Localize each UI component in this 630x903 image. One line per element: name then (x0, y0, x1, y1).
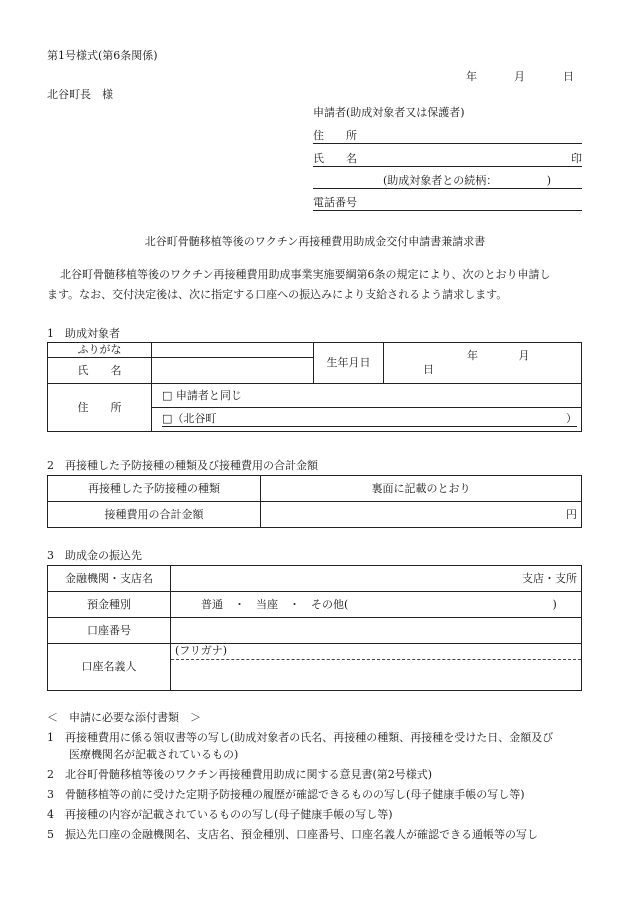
attachments-heading: ＜ 申請に必要な添付書類 ＞ (47, 711, 201, 724)
birth-label: 生年月日 (314, 343, 384, 384)
option-other-row[interactable] (152, 408, 582, 432)
applicant-label: 申請者(助成対象者又は保護者) (313, 106, 465, 119)
birth-field[interactable] (384, 343, 582, 384)
document-title: 北谷町骨髄移植等後のワクチン再接種費用助成金交付申請書兼請求書 (144, 235, 486, 248)
phone-line (313, 196, 582, 211)
applicant-address-line (313, 129, 582, 144)
option-same-row[interactable] (152, 384, 582, 408)
addressee: 北谷町長 様 (47, 88, 113, 101)
attachment-item: 医療機関名が記載されているもの) (47, 748, 239, 761)
option-same[interactable]: □ 申請者と同じ (162, 388, 242, 402)
account-holder-kana: (フリガナ) (175, 644, 228, 657)
name-field[interactable] (152, 358, 314, 384)
account-holder-label: 口座名義人 (48, 644, 171, 691)
date-day: 日 (563, 70, 574, 83)
bank-table (47, 565, 582, 691)
account-holder-kana-row[interactable] (171, 644, 581, 660)
subject-table (47, 342, 582, 432)
account-holder-field[interactable] (171, 644, 582, 691)
applicant-name-label: 氏 名 (313, 152, 357, 165)
furigana-label: ふりがな (48, 343, 152, 358)
total-cost-label: 接種費用の合計金額 (48, 502, 261, 528)
account-number-field[interactable] (171, 618, 582, 644)
body-line-1: 北谷町骨髄移植等後のワクチン再接種費用助成事業実施要綱第6条の規定により、次のとおり申請し (60, 268, 551, 281)
total-cost-unit: 円 (566, 507, 577, 521)
date-month: 月 (514, 70, 525, 83)
relation-text: (助成対象者との続柄： ) (383, 174, 552, 187)
applicant-address-label: 住 所 (313, 129, 357, 142)
bank-label: 金融機関・支店名 (48, 566, 171, 592)
account-type-field[interactable] (171, 592, 582, 618)
name-label: 氏 名 (48, 358, 152, 384)
option-other-close: ） (566, 412, 577, 425)
attachment-item: 1 再接種費用に係る領収書等の写し(助成対象者の氏名、再接種の種類、再接種を受けた日、金額及び (47, 731, 554, 744)
birth-day: 日 (423, 363, 434, 376)
attachment-item: 4 再接種の内容が記載されているものの写し(母子健康手帳の写し等) (47, 808, 393, 821)
vaccination-table (47, 475, 582, 528)
date-year: 年 (466, 70, 477, 83)
bank-suffix: 支店・支所 (522, 571, 577, 585)
birth-year: 年 (467, 349, 478, 363)
attachment-item: 5 振込先口座の金融機関名、支店名、預金種別、口座番号、口座名義人が確認できる通帳等の写し (47, 828, 538, 841)
account-type-label: 預金種別 (48, 592, 171, 618)
option-other[interactable]: □（北谷町 (162, 412, 217, 425)
account-type-options[interactable]: 普通 ・ 当座 ・ その他( (201, 597, 349, 611)
relation-line (313, 174, 582, 189)
attachment-item: 2 北谷町骨髄移植等後のワクチン再接種費用助成に関する意見書(第2号様式) (47, 768, 433, 781)
section1-heading: 1 助成対象者 (47, 327, 120, 340)
section3-heading: 3 助成金の振込先 (47, 549, 142, 562)
body-line-2: ます。なお、交付決定後は、次に指定する口座への振込みにより支給されるよう請求します。 (47, 288, 508, 301)
option-other-line (162, 412, 577, 427)
vaccine-type-value: 裏面に記載のとおり (261, 476, 582, 502)
attachment-item: 3 骨髄移植等の前に受けた定期予防接種の履歴が確認できるものの写し(母子健康手帳の写し等) (47, 788, 525, 801)
form-number: 第1号様式(第6条関係) (47, 49, 158, 62)
total-cost-field[interactable] (261, 502, 582, 528)
subject-address-label: 住 所 (48, 384, 152, 432)
phone-label: 電話番号 (313, 196, 357, 209)
seal-mark: 印 (571, 152, 582, 165)
account-number-label: 口座番号 (48, 618, 171, 644)
bank-field[interactable] (171, 566, 582, 592)
birth-month: 月 (518, 349, 530, 363)
account-type-close: ) (552, 597, 557, 611)
account-holder-name-row[interactable] (171, 660, 581, 690)
applicant-name-line (313, 152, 582, 167)
furigana-field[interactable] (152, 343, 314, 358)
vaccine-type-label: 再接種した予防接種の種類 (48, 476, 261, 502)
section2-heading: 2 再接種した予防接種の種類及び接種費用の合計金額 (47, 459, 318, 472)
